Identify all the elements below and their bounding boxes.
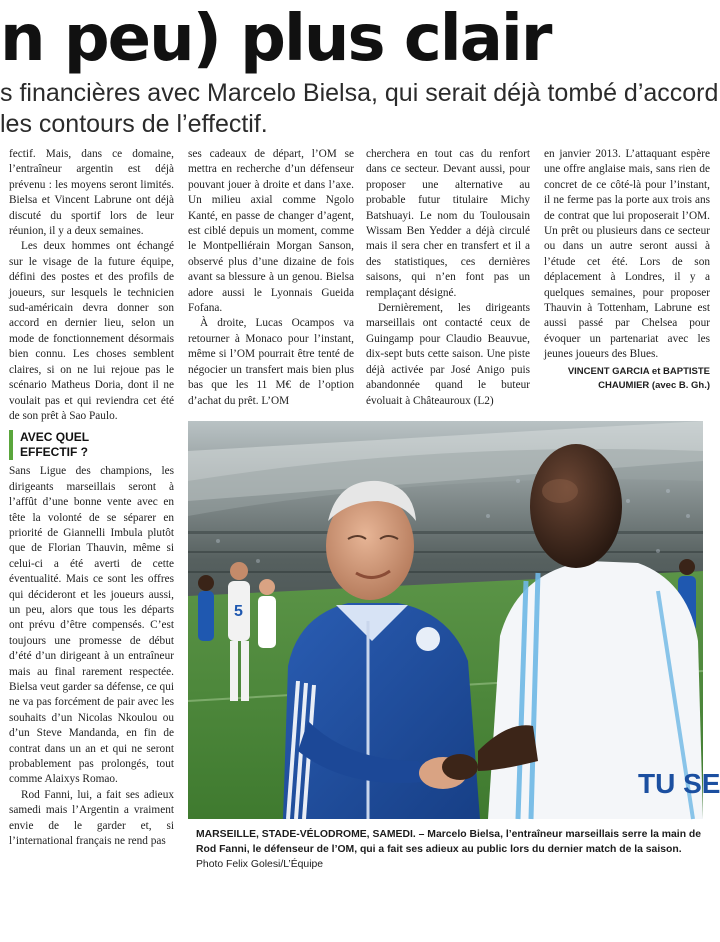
- photo-caption: [196, 827, 704, 872]
- photo-credit: Photo Felix Golesi/L’Équipe: [196, 859, 324, 870]
- news-photo: [188, 421, 720, 819]
- standfirst-line-2: les contours de l’effectif.: [0, 110, 268, 138]
- shirt-sponsor-text: TU SE: [638, 768, 720, 799]
- photo-illustration: [188, 421, 720, 819]
- subheading-accent-bar: [9, 430, 13, 460]
- article-column-4: [544, 147, 710, 393]
- article-column-2: [188, 147, 354, 409]
- article-column-1: [9, 147, 174, 849]
- subheading-line-2: EFFECTIF ?: [20, 445, 88, 460]
- paragraph: ses cadeaux de départ, l’OM se mettra en recherche d’un défenseur pouvant jouer à droite et dans l’axe. Un milieu axial comme Ngolo Kanté, en passe de changer d’agent, est ciblé depuis un moment, comme le Montpelliérain Morgan Sanson, observé plus d’une dizaine de fois avant sa blessure à un genou. Bielsa adore aussi le Lyonnais Gueida Fofana.: [188, 148, 354, 315]
- byline-line-1: VINCENT GARCIA et BAPTISTE: [567, 365, 710, 377]
- paragraph: Dernièrement, les dirigeants marseillais ont contacté ceux de Guingamp pour Claudio Beauvue, dix-sept buts cette saison. Une piste déjà activée par José Anigo puis abandonnée quand le buteur évoluait à Châteauroux (L2): [366, 302, 530, 407]
- paragraph: cherchera en tout cas du renfort dans ce secteur. Devant aussi, pour proposer une alternative au probable futur titulaire Michy Batshuayi. Le nom du Toulousain Wissam Ben Yedder a déjà circulé mais il sera cher en transfert et il a des statistiques, ces dernières saisons, qui n’en font pas un remplaçant désigné.: [366, 148, 530, 299]
- byline: [544, 365, 710, 393]
- paragraph: fectif. Mais, dans ce domaine, l’entraîneur argentin est déjà prévenu : les moyens seront limités. Bielsa et Vincent Labrune ont déjà discuté du sportif lors de leur réunion, il y a deux semaines.: [9, 148, 174, 238]
- subheading-text: [20, 430, 89, 460]
- paragraph: Rod Fanni, lui, a fait ses adieux samedi mais l’Argentin a vraiment envie de le garder et, si l’international français ne rend pas: [9, 788, 174, 848]
- caption-text: MARSEILLE, STADE-VÉLODROME, SAMEDI. – Marcelo Bielsa, l’entraîneur marseillais serre la main de Rod Fanni, le défenseur de l’OM, qui a fait ses adieux au public lors du dernier match de la saison.: [196, 829, 702, 855]
- article-column-3: [366, 147, 530, 409]
- subheading: [9, 430, 174, 460]
- subheading-line-1: AVEC QUEL: [20, 430, 90, 445]
- player-number-text: 5: [234, 603, 243, 620]
- paragraph: Les deux hommes ont échangé sur le visage de la future équipe, défini des postes et des profils de joueurs, sur lesquels le technicien sud-américain devra donner son accord en dernier lieu, selon un mode de fonctionnement désormais bien connu. Les choses semblent claires, si on ne lui rejoue pas le scénario Matheus Doria, dont il ne voulait pas et qui reviendra cet été de son prêt à Sao Paulo.: [9, 240, 174, 422]
- paragraph: en janvier 2013. L’attaquant espère une offre anglaise mais, sans rien de concret de ce côté-là pour l’instant, il ne ferme pas la porte aux trois ans de contrat que lui proposerait l’OM. Un prêt ou plusieurs dans ce secteur ou dans un autre seront aussi à l’étude cet été. Lors de son déplacement à Londres, il y a quelques semaines, pour proposer Thauvin à Tottenham, Labrune est aussi passé par Chelsea pour évoquer un partenariat avec les jeunes joueurs des Blues.: [544, 148, 710, 361]
- standfirst: [0, 78, 720, 140]
- standfirst-line-1: s financières avec Marcelo Bielsa, qui serait déjà tombé d’accord: [0, 79, 719, 107]
- headline: n peu) plus clair: [0, 2, 551, 76]
- paragraph: Sans Ligue des champions, les dirigeants marseillais seront à l’affût d’une bonne vente avec en tête la volonté de se séparer en priorité de Giannelli Imbula plutôt que de Florian Thauvin, même si celui-ci a été averti de cette éventualité. Mais ce sont les offres qui décideront et les joueurs aussi, un peu, alors que tous les départs ont prévu d’être compensés. C’est toujours une promesse de début d’été d’un dirigeant à un entraîneur mais au final rarement respectée. Bielsa veut garder sa défense, ce qui ne va pas forcément de pair avec les souhaits d’un Nicolas Nkoulou ou d’un Steve Mandanda, en fin de contrat dans un an et qui ne seront probablement pas prolongés, tout comme Alaixys Romao.: [9, 465, 174, 786]
- byline-line-2: CHAUMIER (avec B. Gh.): [598, 379, 710, 391]
- paragraph: À droite, Lucas Ocampos va retourner à Monaco pour l’instant, même si l’OM pourrait être tenté de négocier un transfert mais bien plus bas que les 11 M€ de l’option d’achat du prêt. L’OM: [188, 317, 354, 407]
